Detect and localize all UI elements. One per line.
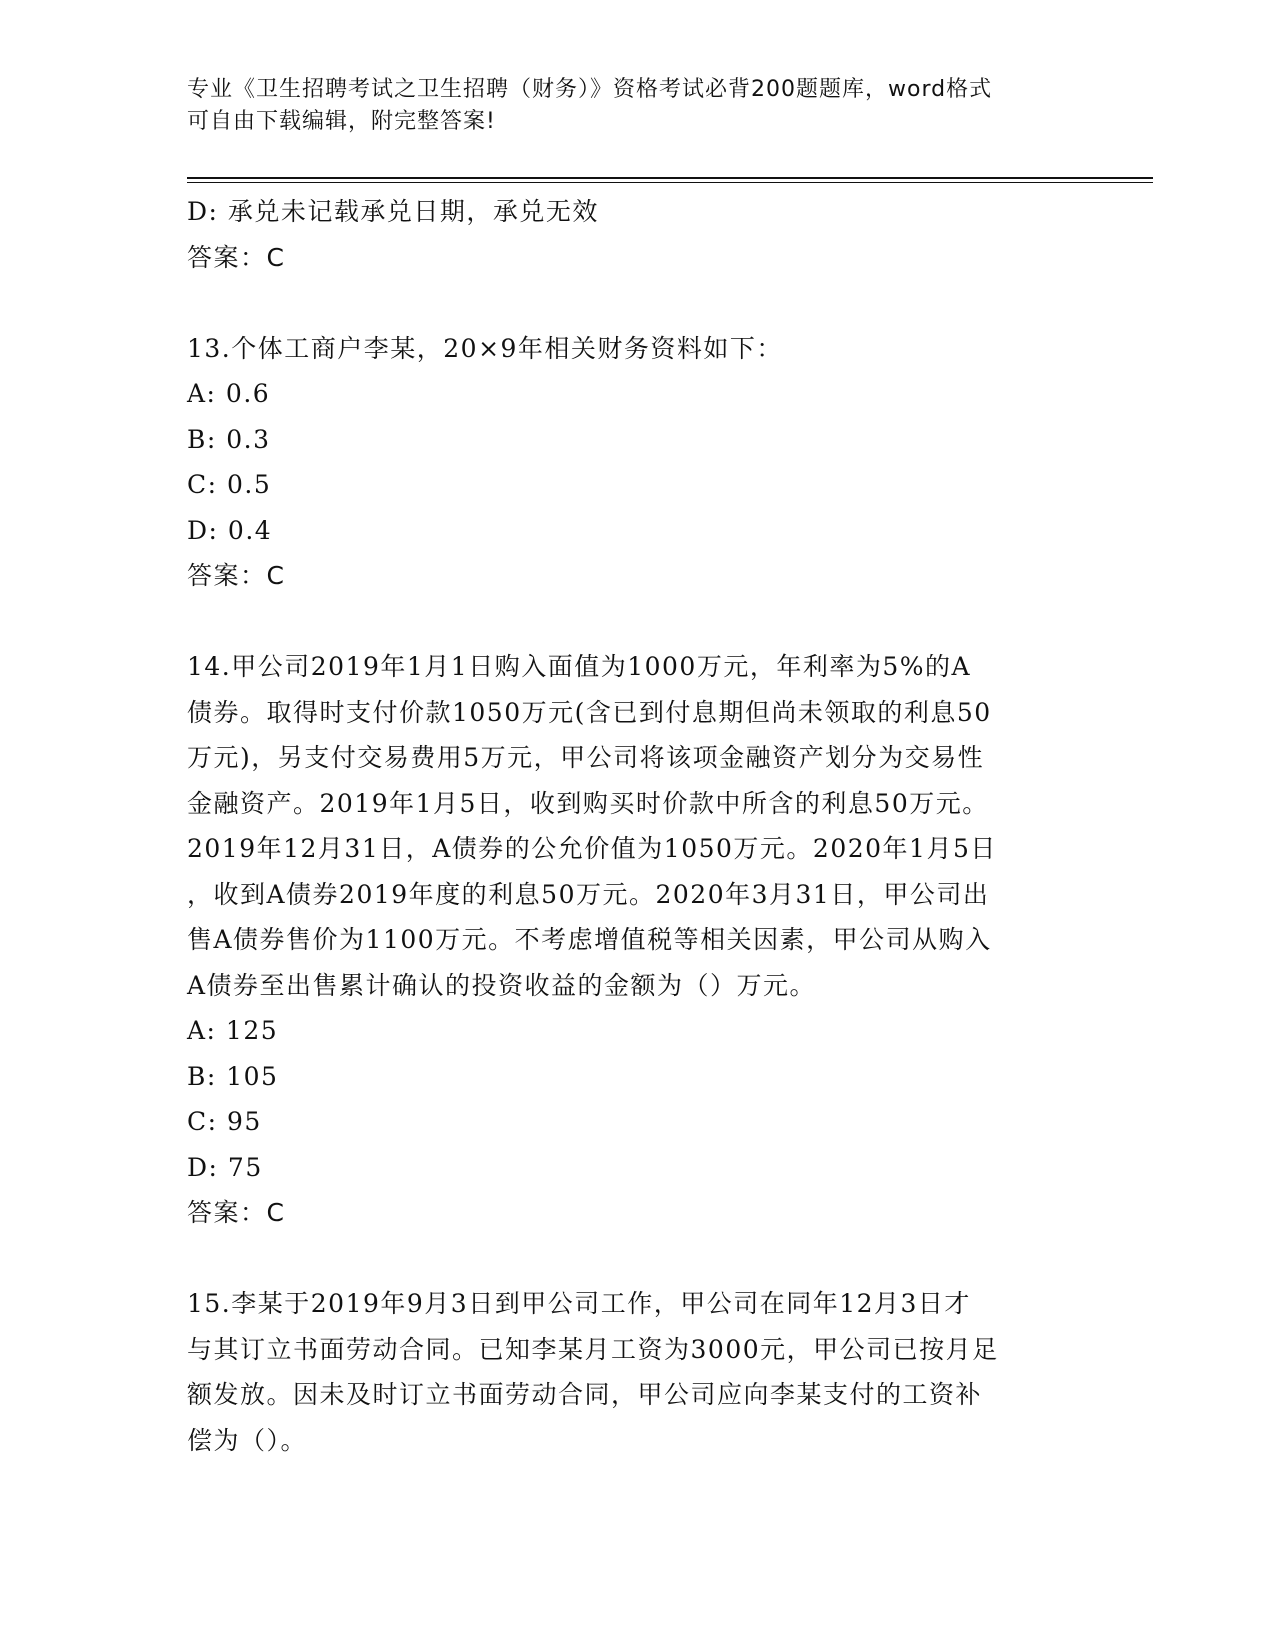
header-rule-thick bbox=[187, 177, 1153, 179]
option-b: B: 0.3 bbox=[187, 424, 271, 454]
question-15 bbox=[187, 1281, 1087, 1463]
question-stem-line: ，收到A债券2019年度的利息50万元。2020年3月31日，甲公司出 bbox=[187, 879, 990, 909]
question-stem-line: 2019年12月31日，A债券的公允价值为1050万元。2020年1月5日 bbox=[187, 834, 997, 863]
option-c: C: 0.5 bbox=[187, 470, 272, 499]
option-d: D: 0.4 bbox=[187, 515, 273, 545]
answer: 答案：C bbox=[187, 1198, 286, 1227]
option-c: C: 95 bbox=[187, 1107, 262, 1136]
answer: 答案：C bbox=[187, 242, 286, 272]
question-stem-line: A债券至出售累计确认的投资收益的金额为（）万元。 bbox=[187, 970, 817, 1000]
option-b: B: 105 bbox=[187, 1061, 279, 1091]
spacer bbox=[187, 280, 1087, 326]
option-a: A: 0.6 bbox=[187, 379, 271, 408]
question-12 bbox=[187, 189, 1087, 280]
option-d: D: 承兑未记载承兑日期，承兑无效 bbox=[187, 197, 599, 226]
question-stem-line: 偿为（）。 bbox=[187, 1425, 308, 1455]
question-stem-line: 14.甲公司2019年1月1日购入面值为1000万元，年利率为5%的A bbox=[187, 652, 972, 681]
document-body bbox=[187, 189, 1087, 1463]
header-line-2: 可自由下载编辑，附完整答案! bbox=[187, 109, 496, 134]
question-stem-line: 万元)，另支付交易费用5万元，甲公司将该项金融资产划分为交易性 bbox=[187, 743, 985, 772]
question-stem-line: 售A债券售价为1100万元。不考虑增值税等相关因素，甲公司从购入 bbox=[187, 925, 992, 954]
question-14 bbox=[187, 644, 1087, 1236]
spacer bbox=[187, 1236, 1087, 1282]
question-stem-line: 15.李某于2019年9月3日到甲公司工作，甲公司在同年12月3日才 bbox=[187, 1289, 971, 1318]
header-rule-thin bbox=[187, 182, 1153, 183]
question-stem-line: 债券。取得时支付价款1050万元(含已到付息期但尚未领取的利息50 bbox=[187, 697, 992, 727]
document-header bbox=[187, 74, 1067, 138]
question-stem-line: 金融资产。2019年1月5日，收到购买时价款中所含的利息50万元。 bbox=[187, 788, 989, 818]
question-stem-line: 与其订立书面劳动合同。已知李某月工资为3000元，甲公司已按月足 bbox=[187, 1334, 999, 1364]
option-d: D: 75 bbox=[187, 1152, 263, 1182]
option-a: A: 125 bbox=[187, 1016, 279, 1045]
spacer bbox=[187, 599, 1087, 645]
question-stem: 13.个体工商户李某，20×9年相关财务资料如下： bbox=[187, 333, 783, 363]
answer: 答案：C bbox=[187, 561, 286, 590]
header-line-1: 专业《卫生招聘考试之卫生招聘（财务）》资格考试必背200题题库，word格式 bbox=[187, 77, 993, 102]
question-stem-line: 额发放。因未及时订立书面劳动合同，甲公司应向李某支付的工资补 bbox=[187, 1380, 983, 1409]
question-13 bbox=[187, 326, 1087, 599]
